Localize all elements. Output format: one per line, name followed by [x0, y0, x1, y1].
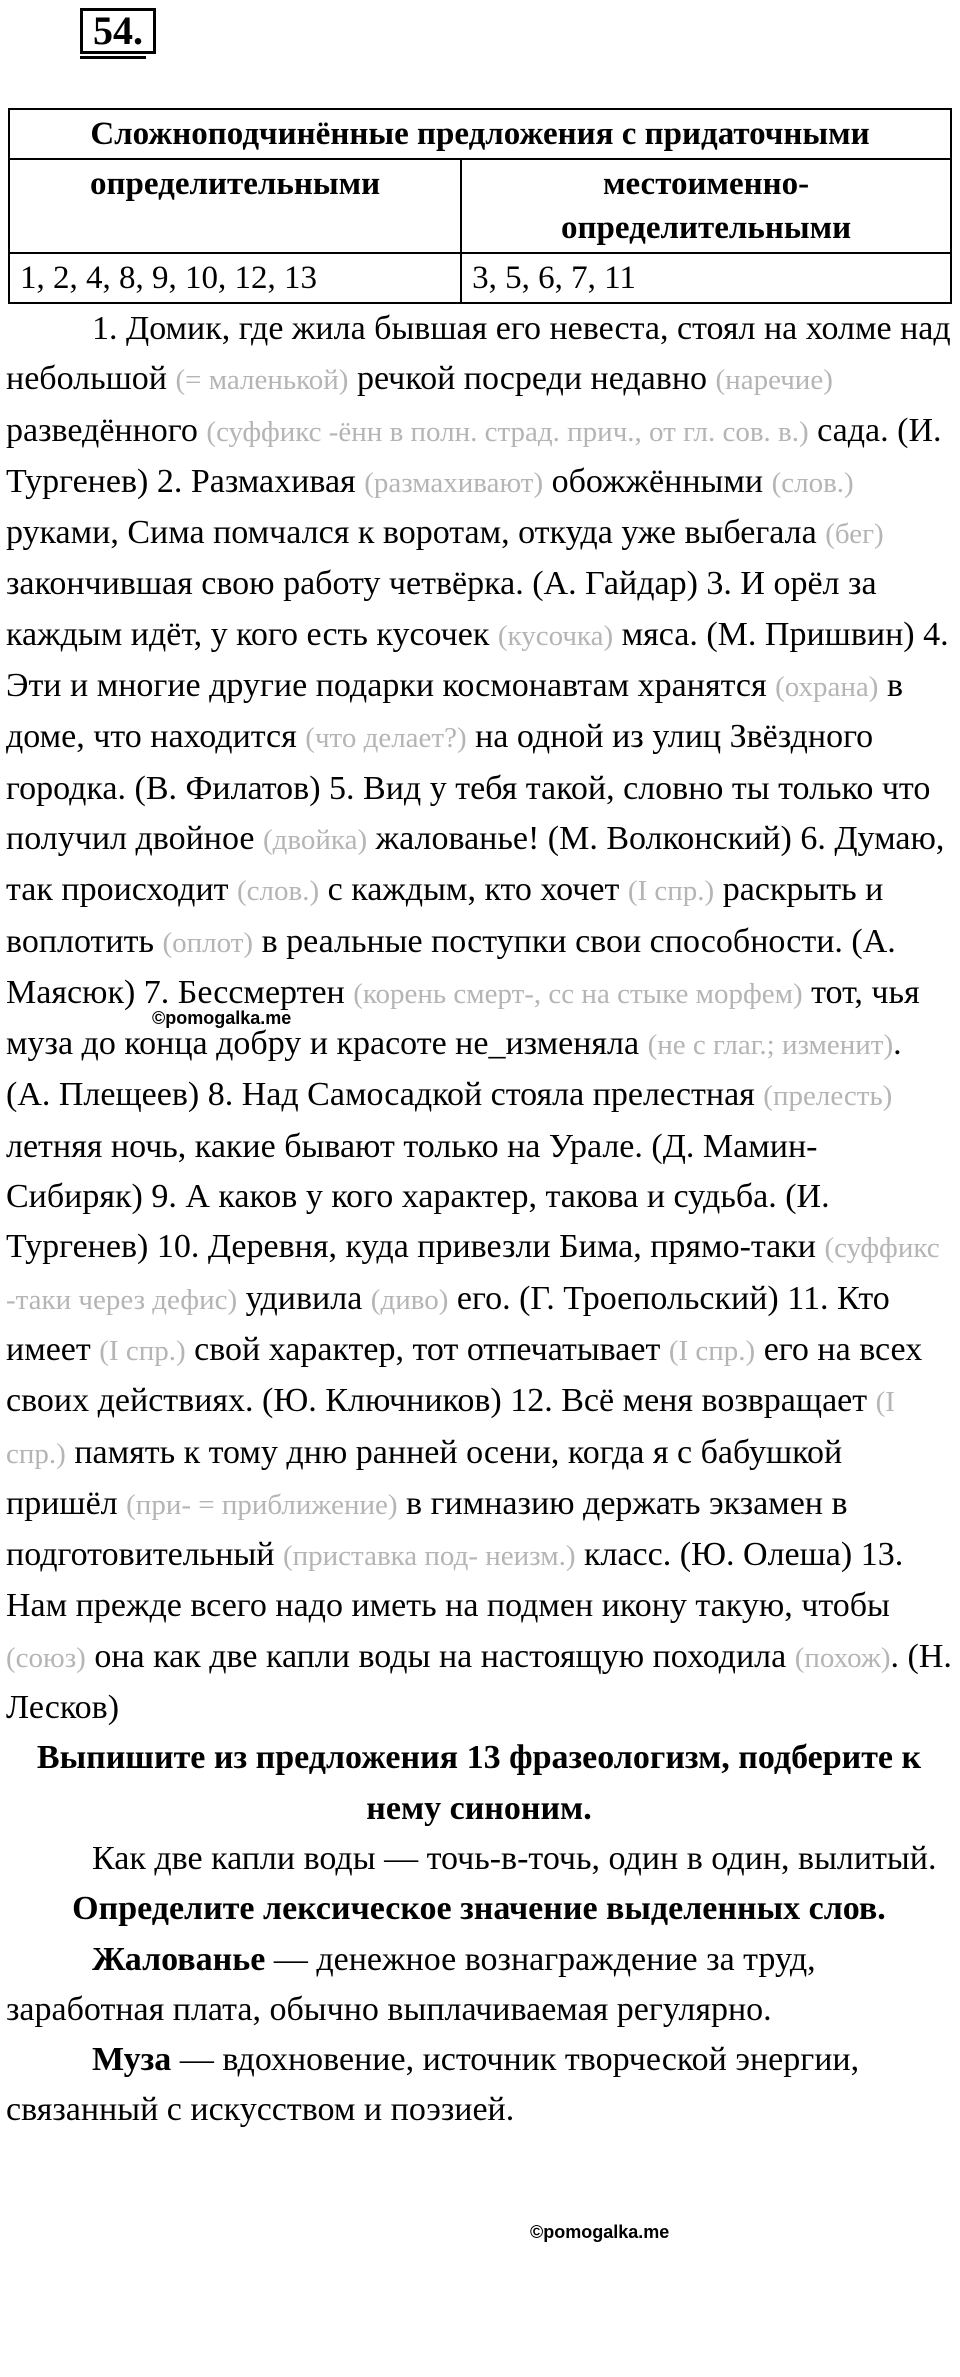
term-2: Муза: [92, 2041, 172, 2079]
watermark: ©pomogalka.me: [152, 1008, 292, 1028]
text-fragment: речкой посреди недавно: [356, 360, 708, 398]
sentences-paragraph: [6, 304, 952, 1733]
text-fragment: летняя ночь, какие бывают только на Урале. (Д. Мамин-Сибиряк) 9. А каков у кого характер, такова и судьба. (И. Тургенев) 10. Деревня, куда привезли Бима, прямо-таки: [6, 1127, 830, 1266]
task1-answer: Как две капли воды — точь-в-точь, один в один, вылитый.: [92, 1839, 937, 1877]
text-fragment: . (Н. Лесков): [6, 1637, 952, 1727]
exercise-number: 54.: [80, 8, 156, 54]
text-fragment: мяса. (М. Пришвин) 4. Эти и многие другие подарки космонавтам хранятся: [6, 615, 949, 705]
table-col2-header: местоименно-определительными: [461, 159, 951, 253]
table-col2-values: 3, 5, 6, 7, 11: [461, 253, 951, 303]
classification-table: [8, 108, 952, 304]
text-fragment: его. (Г. Троепольский) 11. Кто имеет: [6, 1279, 890, 1368]
spelling-hint: (бег): [825, 518, 884, 551]
text-fragment: на одной из улиц Звёздного городка. (В. Филатов) 5. Вид у тебя такой, словно ты только что получил двойное: [6, 718, 931, 857]
task1-question: Выпишите из предложения 13 фразеологизм, подберите к нему синоним.: [36, 1739, 922, 1827]
spelling-hint: (слов.): [237, 875, 320, 908]
text-fragment: 1. Домик, где жила бывшая его невеста, стоял на холме над небольшой: [6, 310, 951, 398]
spelling-hint: (прелесть): [763, 1080, 893, 1113]
spelling-hint: (не с глаг.; изменит): [647, 1029, 894, 1062]
spelling-hint: (= маленькой): [175, 364, 349, 397]
spelling-hint: (союз): [6, 1641, 86, 1674]
text-fragment: она как две капли воды на настоящую походила: [94, 1637, 787, 1675]
text-fragment: тот, чья муза до конца добру и красоте не_изменяла: [6, 973, 920, 1063]
spelling-hint: (двойка): [263, 823, 368, 856]
spelling-hint: (охрана): [775, 671, 879, 704]
text-fragment: обожжёнными: [551, 462, 764, 500]
spelling-hint: (I спр.): [99, 1334, 186, 1367]
text-fragment: с каждым, кто хочет: [327, 871, 620, 909]
table-header-row: [9, 159, 951, 253]
spelling-hint: (слов.): [771, 466, 854, 499]
spelling-hint: (что делает?): [305, 722, 467, 755]
table-title: Сложноподчинённые предложения с придаточными: [9, 109, 951, 159]
text-fragment: в гимназию держать экзамен в подготовительный: [6, 1484, 848, 1574]
text-fragment: разведённого: [6, 411, 198, 449]
spelling-hint: (I спр.): [627, 875, 715, 908]
spelling-hint: (I спр.): [668, 1334, 756, 1367]
text-fragment: . (А. Плещеев) 8. Над Самосадкой стояла прелестная: [6, 1025, 902, 1114]
task2-definition-2: [6, 2035, 952, 2136]
spelling-hint: (приставка под- неизм.): [282, 1540, 576, 1573]
spelling-hint: (корень смерт-, сс на стыке морфем): [353, 977, 803, 1010]
spelling-hint: (оплот): [162, 926, 254, 959]
spelling-hint: (диво): [370, 1283, 449, 1316]
exercise-number-underline: [80, 56, 146, 59]
task2-definition-1: [6, 1935, 952, 2036]
table-col1-header: определительными: [9, 159, 461, 253]
spelling-hint: (при- = приближение): [126, 1488, 398, 1521]
task2-question: Определите лексическое значение выделенных слов.: [72, 1890, 886, 1928]
text-fragment: сада. (И. Тургенев) 2. Размахивая: [6, 411, 942, 500]
text-fragment: его на всех своих действиях. (Ю. Ключников) 12. Всё меня возвращает: [6, 1330, 923, 1420]
table-title-row: [9, 109, 951, 159]
definition-1: — денежное вознаграждение за труд, заработная плата, обычно выплачиваемая регулярно.: [6, 1940, 816, 2028]
table-values-row: [9, 253, 951, 303]
term-1: Жалованье: [92, 1940, 266, 1978]
spelling-hint: (размахивают): [364, 466, 544, 499]
text-fragment: закончившая свою работу четвёрка. (А. Гайдар) 3. И орёл за каждым идёт, у кого есть кусочек: [6, 565, 877, 653]
text-fragment: свой характер, тот отпечатывает: [194, 1330, 661, 1368]
watermark: ©pomogalka.me: [530, 2222, 670, 2242]
text-fragment: жалованье! (М. Волконский) 6. Думаю, так происходит: [6, 819, 945, 909]
definition-2: — вдохновение, источник творческой энергии, связанный с искусством и поэзией.: [6, 2041, 860, 2129]
text-fragment: руками, Сима помчался к воротам, откуда уже выбегала: [6, 514, 817, 552]
table-col1-values: 1, 2, 4, 8, 9, 10, 12, 13: [9, 253, 461, 303]
text-fragment: класс. (Ю. Олеша) 13. Нам прежде всего надо иметь на подмен икону такую, чтобы: [6, 1536, 904, 1625]
spelling-hint: (кусочка): [497, 619, 614, 652]
text-fragment: память к тому дню ранней осени, когда я с бабушкой пришёл: [6, 1433, 843, 1522]
exercise-text: [6, 304, 952, 2136]
spelling-hint: (суффикс -таки через дефис): [6, 1232, 940, 1316]
text-fragment: раскрыть и воплотить: [6, 871, 884, 960]
text-fragment: в доме, что находится: [6, 667, 904, 756]
text-fragment: удивила: [245, 1279, 363, 1317]
text-fragment: в реальные поступки свои способности. (А. Маясюк) 7. Бессмертен: [6, 922, 896, 1011]
spelling-hint: (наречие): [715, 364, 833, 397]
spelling-hint: (похож): [794, 1641, 891, 1674]
spelling-hint: (I спр.): [6, 1386, 895, 1470]
spelling-hint: (суффикс -ённ в полн. страд. прич., от гл. сов. в.): [206, 415, 809, 448]
